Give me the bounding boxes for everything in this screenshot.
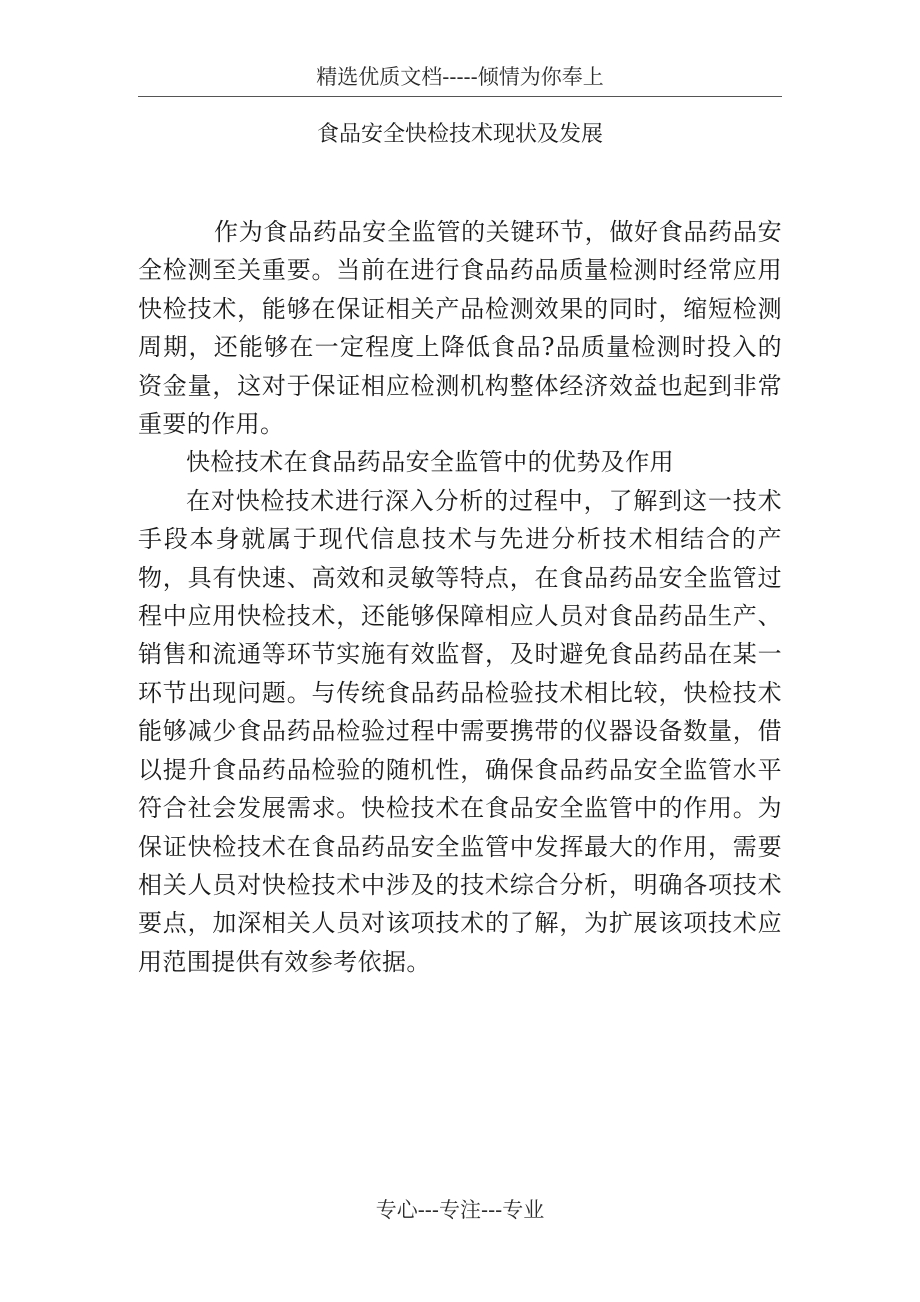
section-heading: 快检技术在食品药品安全监管中的优势及作用 [186, 448, 674, 477]
page-header: 精选优质文档-----倾情为你奉上 [316, 65, 604, 89]
page-footer: 专心---专注---专业 [375, 1198, 545, 1222]
document-title: 食品安全快检技术现状及发展 [316, 122, 603, 147]
document-body [138, 213, 782, 981]
paragraph-intro: 作为食品药品安全监管的关键环节，做好食品药品安全检测至关重要。当前在进行食品药品质量检测时经常应用快检技术，能够在保证相关产品检测效果的同时，缩短检测周期，还能够在一定程度上降低食品?品质量检测时投入的资金量，这对于保证相应检测机构整体经济效益也起到非常重要的作用。 [138, 218, 782, 439]
header-divider [138, 96, 782, 97]
paragraph-analysis: 在对快检技术进行深入分析的过程中，了解到这一技术手段本身就属于现代信息技术与先进分析技术相结合的产物，具有快速、高效和灵敏等特点，在食品药品安全监管过程中应用快检技术，还能够保障相应人员对食品药品生产、销售和流通等环节实施有效监督，及时避免食品药品在某一环节出现问题。与传统食品药品检验技术相比较，快检技术能够减少食品药品检验过程中需要携带的仪器设备数量，借以提升食品药品检验的随机性，确保食品药品安全监管水平符合社会发展需求。快检技术在食品安全监管中的作用。为保证快检技术在食品药品安全监管中发挥最大的作用，需要相关人员对快检技术中涉及的技术综合分析，明确各项技术要点，加深相关人员对该项技术的了解，为扩展该项技术应用范围提供有效参考依据。 [138, 486, 782, 976]
